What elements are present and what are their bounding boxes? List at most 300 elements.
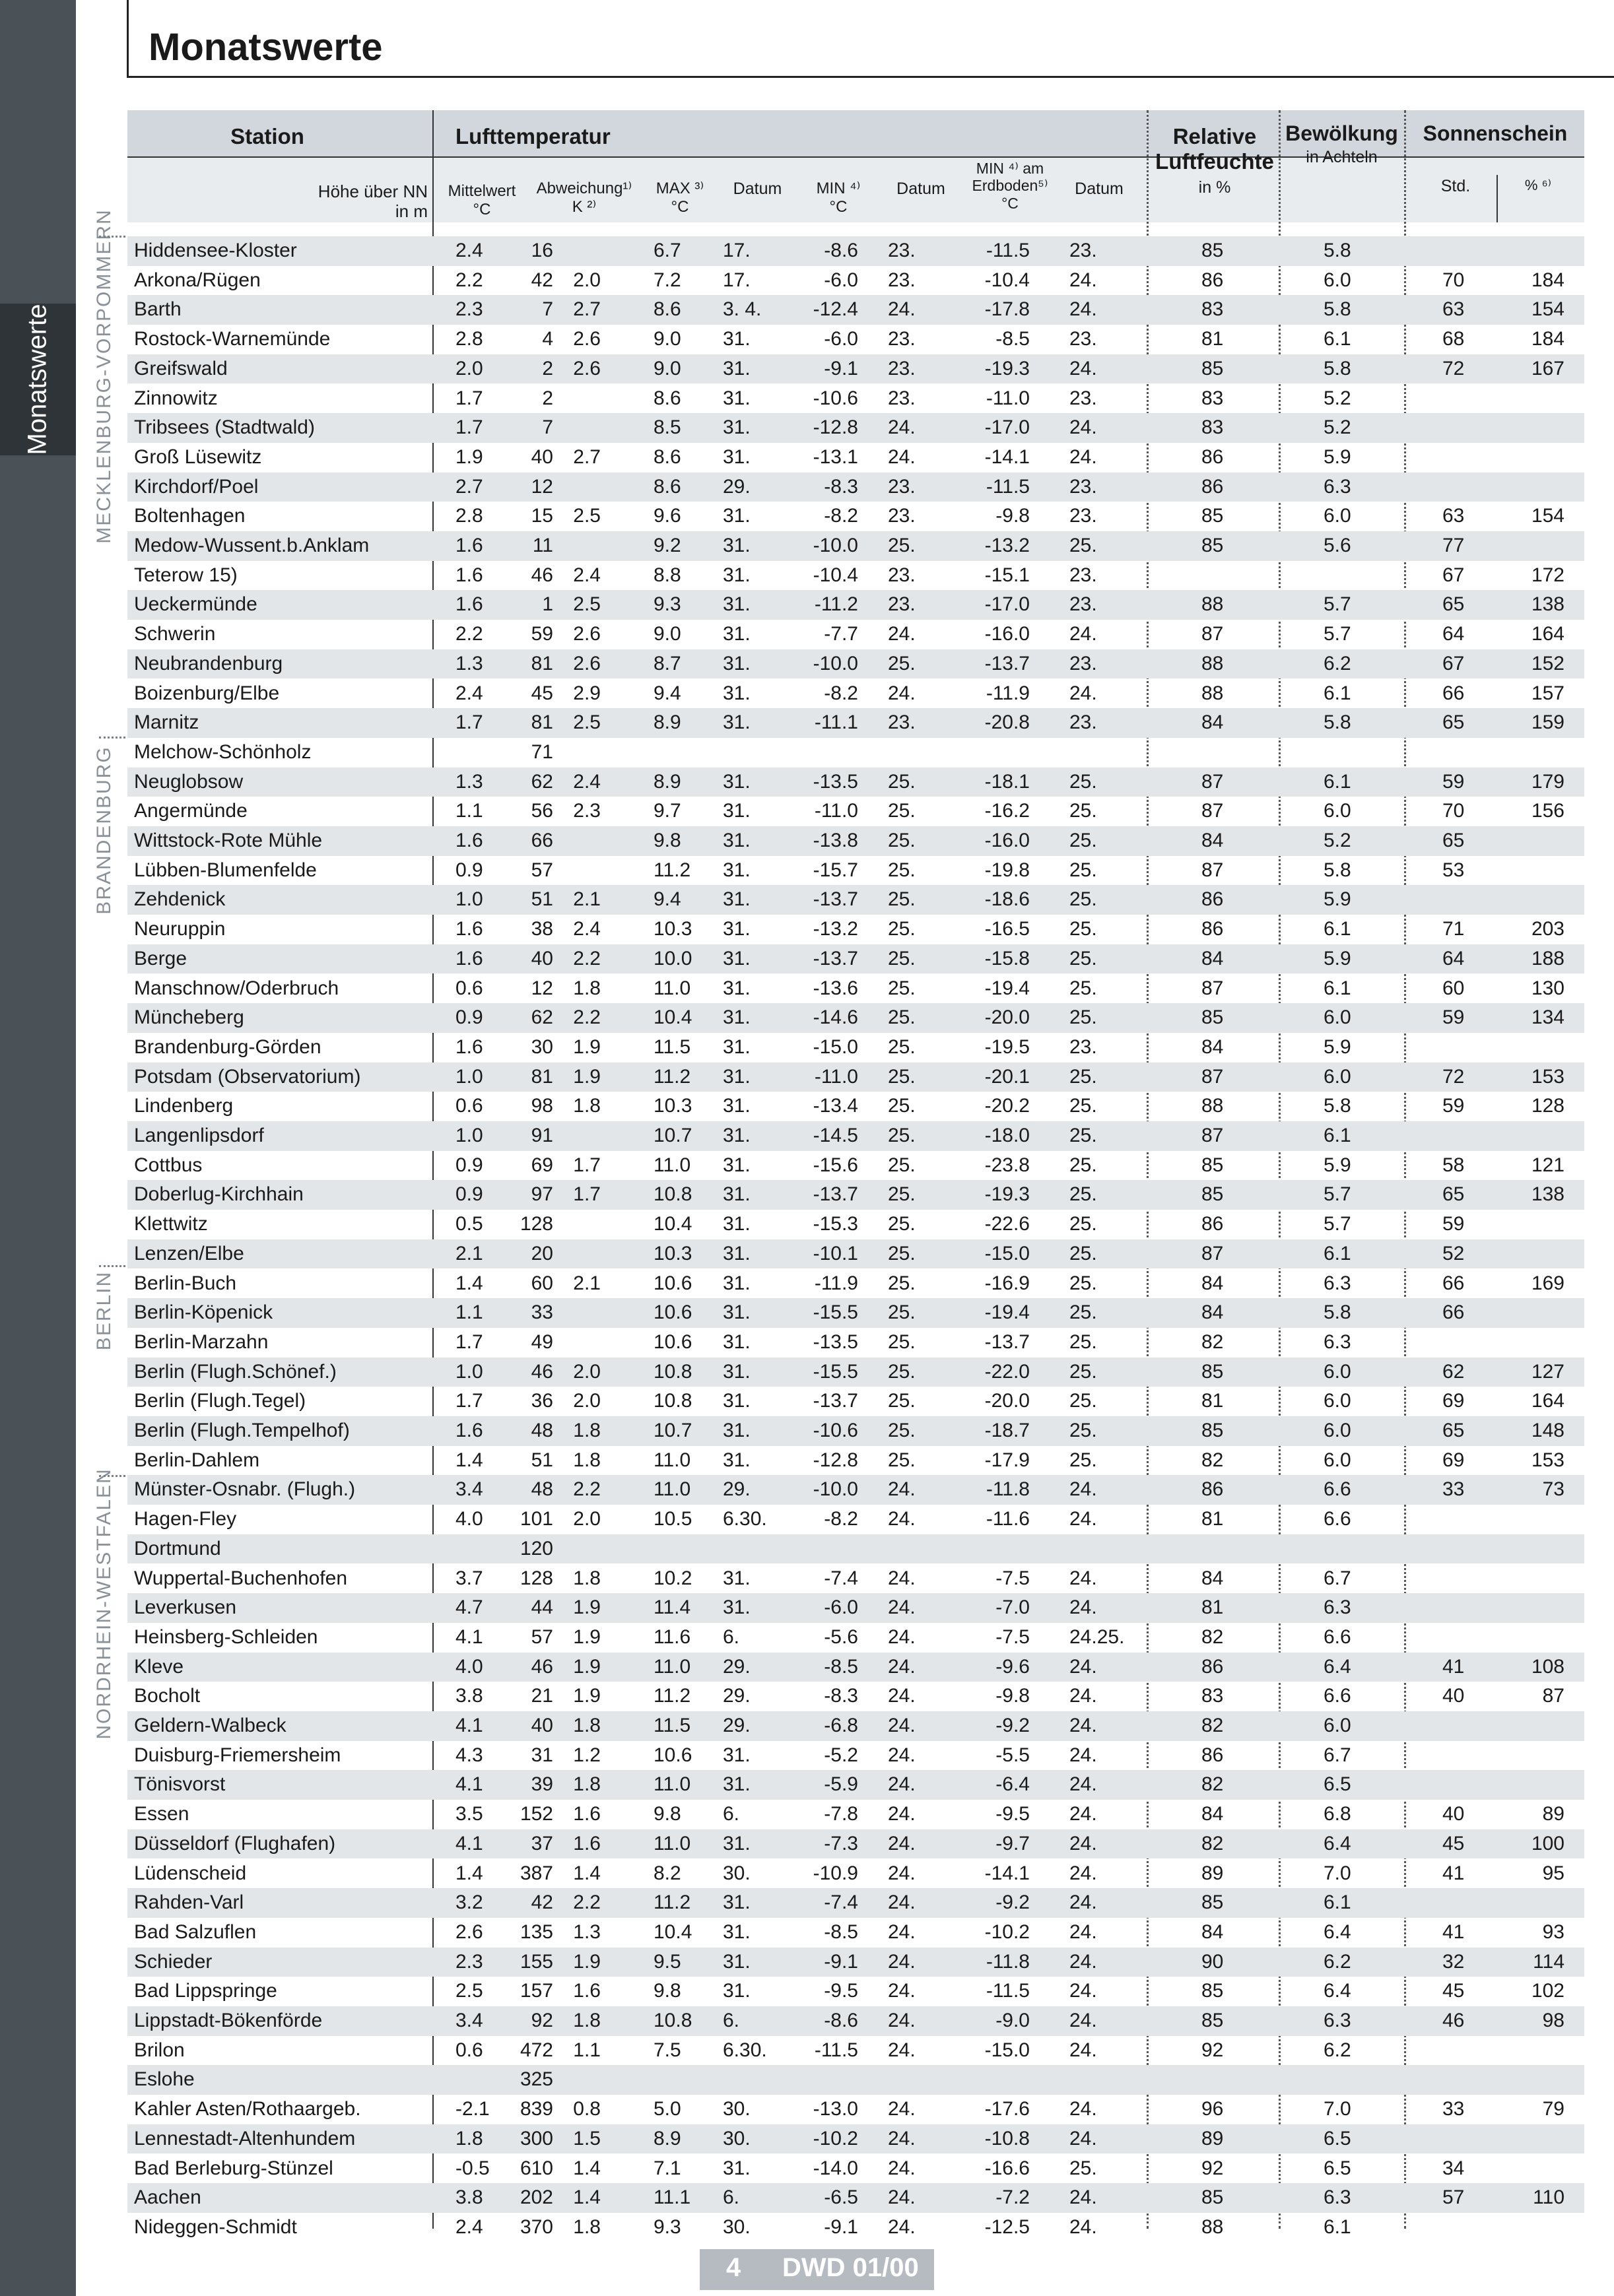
cell-height: 152 — [520, 1803, 553, 1825]
cell-height: 300 — [520, 2127, 553, 2149]
cell-bewoelkung: 7.0 — [1324, 2098, 1351, 2120]
cell-sun-pct — [1518, 1210, 1564, 1239]
cell-min-erd: -15.8 — [984, 947, 1030, 969]
cell-bewoelkung: 5.9 — [1324, 888, 1351, 911]
cell-max: 9.4 — [654, 682, 681, 704]
cell-mittelwert: 4.1 — [455, 1773, 483, 1796]
table-row — [127, 944, 1584, 974]
cell-min: -13.0 — [813, 2098, 858, 2120]
cell-mittelwert: 2.3 — [455, 1950, 483, 1973]
cell-height: 48 — [531, 1478, 553, 1501]
cell-rel-feuchte: 81 — [1201, 1596, 1224, 1619]
cell-min: -7.8 — [824, 1803, 858, 1825]
cell-rel-feuchte: 88 — [1201, 682, 1224, 704]
cell-min-erd-datum: 25. — [1069, 1006, 1097, 1029]
cell-min-erd-datum: 23. — [1069, 564, 1097, 586]
cell-min-datum: 23. — [888, 269, 916, 291]
cell-station: Tribsees (Stadtwald) — [134, 416, 315, 439]
cell-height: 91 — [531, 1125, 553, 1146]
cell-max: 10.7 — [654, 1125, 692, 1146]
cell-max: 9.0 — [654, 357, 681, 379]
cell-sun-pct — [1518, 1711, 1564, 1741]
cell-sun-std: 59 — [1442, 1213, 1465, 1235]
cell-sun-pct: 152 — [1531, 652, 1564, 674]
cell-max: 11.6 — [654, 1625, 691, 1648]
cell-min-erd-datum: 24. — [1069, 1920, 1097, 1943]
cell-bewoelkung: 5.9 — [1324, 1154, 1351, 1176]
cell-min-datum: 25. — [888, 1390, 916, 1412]
cell-max-datum: 31. — [723, 918, 751, 940]
cell-rel-feuchte: 88 — [1201, 1095, 1224, 1117]
table-row — [127, 1387, 1584, 1416]
cell-height: 472 — [520, 2039, 553, 2061]
cell-rel-feuchte: 82 — [1201, 1773, 1224, 1796]
cell-max-datum: 31. — [723, 564, 751, 586]
table-row — [127, 1328, 1584, 1358]
cell-min-datum: 25. — [888, 1035, 916, 1058]
cell-min-erd: -7.0 — [995, 1596, 1030, 1619]
cell-bewoelkung: 5.8 — [1324, 240, 1351, 261]
cell-max-datum: 31. — [723, 947, 751, 969]
cell-abweichung: 1.6 — [573, 1832, 601, 1854]
cell-bewoelkung: 6.1 — [1324, 977, 1351, 999]
cell-min: -13.7 — [813, 947, 858, 969]
cell-sun-pct: 203 — [1531, 918, 1564, 940]
cell-max: 9.8 — [654, 1980, 681, 2002]
cell-height: 157 — [520, 1980, 553, 2002]
cell-bewoelkung: 5.7 — [1324, 593, 1351, 616]
table-row — [127, 1859, 1584, 1889]
cell-station: Bad Salzuflen — [134, 1920, 257, 1943]
cell-rel-feuchte: 87 — [1201, 977, 1224, 999]
table-row — [127, 531, 1584, 561]
cell-rel-feuchte: 86 — [1201, 445, 1224, 468]
cell-height: 40 — [531, 947, 553, 969]
cell-rel-feuchte: 86 — [1201, 1655, 1224, 1678]
cell-min: -13.7 — [813, 888, 858, 911]
cell-mittelwert: 1.7 — [455, 1330, 483, 1353]
cell-sun-std — [1442, 413, 1495, 443]
cell-mittelwert: 4.1 — [455, 1832, 483, 1854]
cell-rel-feuchte: 87 — [1201, 800, 1224, 822]
cell-min: -10.2 — [813, 2127, 858, 2149]
cell-min: -8.5 — [824, 1655, 858, 1678]
cell-max — [654, 2065, 706, 2095]
cell-mittelwert: 1.4 — [455, 1449, 483, 1471]
table-row — [127, 295, 1584, 325]
cell-abweichung: 1.9 — [573, 1596, 601, 1619]
cell-abweichung: 1.3 — [573, 1920, 601, 1943]
cell-station: Leverkusen — [134, 1596, 237, 1619]
cell-min-erd: -11.8 — [986, 1950, 1030, 1973]
cell-mittelwert: 1.8 — [455, 2127, 483, 2149]
cell-height: 11 — [532, 535, 553, 556]
cell-max — [654, 1534, 706, 1564]
cell-min-datum: 25. — [888, 1095, 916, 1117]
cell-station: Bocholt — [134, 1685, 201, 1707]
cell-height: 120 — [520, 1537, 553, 1559]
cell-station: Rahden-Varl — [134, 1891, 244, 1914]
header-sonnenschein: Sonnenschein — [1423, 121, 1568, 145]
cell-max: 10.6 — [654, 1272, 692, 1294]
cell-sun-pct — [1518, 1741, 1564, 1771]
cell-mittelwert: 4.0 — [455, 1655, 483, 1678]
table-row — [127, 1416, 1584, 1446]
cell-max: 9.8 — [654, 1803, 681, 1825]
cell-min: -8.2 — [824, 1508, 858, 1530]
cell-abweichung: 2.5 — [573, 505, 601, 527]
cell-max-datum: 31. — [723, 1065, 751, 1088]
cell-abweichung: 1.4 — [573, 1862, 601, 1884]
cell-mittelwert: 3.8 — [455, 2186, 483, 2209]
header-bewoelkung-unit: in Achteln — [1306, 148, 1378, 166]
cell-min-datum: 24. — [888, 1596, 916, 1619]
cell-min: -10.9 — [813, 1862, 858, 1884]
cell-sun-pct: 98 — [1542, 2010, 1564, 2031]
cell-sun-pct — [1518, 1121, 1564, 1151]
cell-mittelwert: 2.4 — [455, 682, 483, 704]
table-row — [127, 1534, 1584, 1564]
cell-min-erd-datum: 24. — [1069, 1478, 1097, 1501]
cell-min: -7.4 — [824, 1891, 858, 1914]
cell-station: Berlin (Flugh.Tegel) — [134, 1390, 306, 1412]
cell-max: 11.0 — [654, 1832, 691, 1854]
cell-sun-std: 68 — [1442, 328, 1465, 350]
cell-min-erd: -11.0 — [986, 387, 1030, 409]
cell-sun-std: 34 — [1442, 2157, 1465, 2179]
cell-mittelwert: 1.6 — [455, 535, 483, 556]
cell-sun-std: 65 — [1442, 830, 1465, 851]
cell-min-erd: -16.6 — [984, 2157, 1030, 2179]
cell-min-erd: -13.2 — [984, 535, 1030, 556]
cell-bewoelkung: 6.3 — [1324, 475, 1351, 498]
cell-sun-pct: 164 — [1531, 623, 1564, 645]
cell-sun-pct: 127 — [1531, 1360, 1564, 1383]
cell-min-datum: 25. — [888, 1154, 916, 1176]
cell-mittelwert: 0.5 — [455, 1213, 483, 1235]
cell-bewoelkung: 6.6 — [1324, 1478, 1351, 1501]
table-row — [127, 1151, 1584, 1181]
sidebar-label: Monatswerte — [22, 304, 52, 455]
cell-max-datum: 31. — [723, 977, 751, 999]
cell-sun-std: 33 — [1442, 2098, 1465, 2120]
cell-max: 11.5 — [654, 1715, 691, 1736]
cell-min-datum: 24. — [888, 1773, 916, 1796]
cell-min: -5.2 — [824, 1744, 858, 1766]
cell-max: 10.8 — [654, 2010, 692, 2031]
cell-sun-pct — [1518, 885, 1564, 915]
cell-height: 40 — [531, 1715, 553, 1736]
cell-bewoelkung: 6.2 — [1324, 1950, 1351, 1973]
cell-min-erd-datum: 23. — [1069, 711, 1097, 734]
cell-max: 11.5 — [654, 1035, 691, 1058]
cell-sun-pct: 154 — [1531, 505, 1564, 527]
cell-min-erd-datum: 25. — [1069, 859, 1097, 881]
cell-min-datum: 25. — [888, 1065, 916, 1088]
cell-max: 7.1 — [654, 2157, 681, 2179]
cell-max: 9.6 — [654, 505, 681, 527]
cell-sun-pct — [1518, 1534, 1564, 1564]
cell-sun-pct — [1518, 738, 1564, 768]
cell-abweichung: 1.8 — [573, 1095, 601, 1117]
cell-min-datum: 23. — [888, 328, 916, 350]
cell-min-datum: 24. — [888, 2039, 916, 2061]
cell-sun-pct: 157 — [1531, 682, 1564, 704]
cell-bewoelkung: 6.0 — [1324, 269, 1351, 291]
cell-min-erd: -16.5 — [984, 918, 1030, 940]
cell-abweichung — [548, 1210, 601, 1239]
cell-max: 10.3 — [654, 1095, 692, 1117]
table-row — [127, 1711, 1584, 1741]
cell-height: 2 — [542, 387, 553, 409]
cell-min-erd-datum: 23. — [1069, 387, 1097, 409]
table-row — [127, 915, 1584, 944]
cell-abweichung: 2.3 — [573, 800, 601, 822]
cell-abweichung — [548, 473, 601, 502]
cell-min-erd: -9.7 — [995, 1832, 1030, 1854]
cell-abweichung: 1.6 — [573, 1803, 601, 1825]
cell-sun-pct: 108 — [1531, 1655, 1564, 1678]
header-rel-feuchte-unit: in % — [1198, 178, 1231, 197]
table-row — [127, 443, 1584, 473]
cell-mittelwert: 3.2 — [455, 1891, 483, 1914]
table-row — [127, 1948, 1584, 1977]
cell-rel-feuchte: 85 — [1201, 1891, 1224, 1914]
cell-rel-feuchte: 85 — [1201, 2010, 1224, 2031]
table-row — [127, 1358, 1584, 1387]
cell-min-datum: 24. — [888, 1478, 916, 1501]
cell-sun-std: 63 — [1442, 505, 1465, 527]
cell-height: 33 — [531, 1301, 553, 1324]
cell-station: Rostock-Warnemünde — [134, 328, 331, 350]
cell-max-datum: 31. — [723, 1125, 751, 1146]
cell-max-datum: 6. — [723, 1803, 740, 1825]
cell-mittelwert: 1.3 — [455, 770, 483, 793]
cell-min-erd-datum: 25. — [1069, 800, 1097, 822]
cell-min-erd: -16.9 — [984, 1272, 1030, 1294]
header-pct: % ⁶⁾ — [1524, 177, 1552, 193]
cell-max: 10.2 — [654, 1567, 692, 1589]
cell-sun-std — [1442, 2036, 1495, 2066]
cell-max: 7.5 — [654, 2039, 681, 2061]
header-height: Höhe über NN in m — [318, 181, 428, 221]
cell-min: -7.3 — [824, 1832, 858, 1854]
cell-min-datum: 25. — [888, 977, 916, 999]
cell-bewoelkung: 6.1 — [1324, 328, 1351, 350]
header-datum-min: Datum — [896, 180, 945, 198]
cell-min-datum: 25. — [888, 918, 916, 940]
cell-abweichung: 1.4 — [573, 2157, 601, 2179]
cell-max: 10.6 — [654, 1744, 692, 1766]
cell-sun-std — [1442, 1534, 1495, 1564]
cell-max-datum: 31. — [723, 1006, 751, 1029]
cell-min: -8.2 — [824, 682, 858, 704]
cell-station: Hiddensee-Kloster — [134, 240, 297, 261]
cell-min-erd-datum: 23. — [1069, 593, 1097, 616]
cell-max-datum: 31. — [723, 770, 751, 793]
cell-station: Geldern-Walbeck — [134, 1715, 286, 1736]
cell-mittelwert: 1.6 — [455, 947, 483, 969]
cell-sun-pct: 100 — [1531, 1832, 1564, 1854]
cell-rel-feuchte: 83 — [1201, 416, 1224, 439]
cell-abweichung — [548, 1239, 601, 1269]
cell-min-erd: -7.2 — [995, 2186, 1030, 2209]
cell-min: -10.6 — [813, 1420, 858, 1441]
cell-max-datum: 29. — [723, 1685, 751, 1707]
cell-abweichung: 2.7 — [573, 298, 601, 321]
cell-max: 10.4 — [654, 1213, 692, 1235]
cell-min-datum: 24. — [888, 1567, 916, 1589]
cell-min-erd-datum: 25. — [1069, 535, 1097, 556]
cell-station: Cottbus — [134, 1154, 203, 1176]
cell-station: Berlin-Marzahn — [134, 1330, 269, 1353]
cell-min-erd: -17.9 — [984, 1449, 1030, 1471]
cell-station: Neuglobsow — [134, 770, 244, 793]
cell-max: 9.3 — [654, 593, 681, 616]
cell-sun-std — [1442, 443, 1495, 473]
cell-sun-pct: 128 — [1531, 1095, 1564, 1117]
cell-min-erd-datum: 23. — [1069, 505, 1097, 527]
cell-station: Lindenberg — [134, 1095, 234, 1117]
cell-min: -15.0 — [813, 1035, 858, 1058]
cell-min-erd: -15.0 — [984, 1242, 1030, 1264]
cell-abweichung: 2.2 — [573, 1006, 601, 1029]
cell-mittelwert: 3.8 — [455, 1685, 483, 1707]
table-row — [127, 1653, 1584, 1682]
cell-bewoelkung: 5.8 — [1324, 357, 1351, 379]
cell-sun-std: 65 — [1442, 711, 1465, 734]
cell-station: Berlin-Dahlem — [134, 1449, 260, 1471]
cell-min-erd: -17.0 — [984, 593, 1030, 616]
cell-min-erd: -11.5 — [986, 1980, 1030, 2002]
cell-sun-std: 65 — [1442, 1420, 1465, 1441]
cell-abweichung — [548, 384, 601, 414]
cell-max: 9.5 — [654, 1950, 681, 1973]
table-row — [127, 2183, 1584, 2213]
cell-height: 128 — [520, 1567, 553, 1589]
cell-station: Tönisvorst — [134, 1773, 226, 1796]
cell-min: -13.4 — [813, 1095, 858, 1117]
cell-min-datum: 23. — [888, 475, 916, 498]
cell-station: Medow-Wussent.b.Anklam — [134, 535, 370, 556]
cell-bewoelkung: 6.1 — [1324, 918, 1351, 940]
cell-station: Kleve — [134, 1655, 184, 1678]
cell-bewoelkung: 5.8 — [1324, 298, 1351, 321]
cell-min-erd-datum: 24. — [1069, 1744, 1097, 1766]
cell-min-erd: -23.8 — [984, 1154, 1030, 1176]
cell-max: 8.8 — [654, 564, 681, 586]
cell-max-datum: 31. — [723, 535, 751, 556]
cell-station: Duisburg-Friemersheim — [134, 1744, 341, 1766]
cell-min-datum: 23. — [888, 387, 916, 409]
cell-abweichung: 2.5 — [573, 711, 601, 734]
cell-min: -13.8 — [813, 830, 858, 851]
cell-min-erd-datum: 23. — [1069, 652, 1097, 674]
cell-rel-feuchte: 88 — [1201, 2215, 1224, 2238]
table-row — [127, 1977, 1584, 2006]
cell-abweichung: 1.8 — [573, 2010, 601, 2031]
state-label-nrw: NORDRHEIN-WESTFALEN — [93, 1468, 115, 1740]
cell-rel-feuchte: 85 — [1201, 535, 1224, 556]
cell-max: 9.2 — [654, 535, 681, 556]
cell-rel-feuchte: 87 — [1201, 1125, 1224, 1146]
cell-sun-std — [1442, 885, 1495, 915]
cell-min-datum: 25. — [888, 1183, 916, 1206]
cell-height: 7 — [542, 416, 553, 439]
cell-mittelwert: 1.7 — [455, 416, 483, 439]
cell-sun-std: 33 — [1442, 1478, 1465, 1501]
cell-station: Melchow-Schönholz — [134, 740, 312, 763]
cell-min-erd: -18.1 — [984, 770, 1030, 793]
cell-max-datum: 31. — [723, 1744, 751, 1766]
cell-sun-std: 41 — [1442, 1862, 1465, 1884]
cell-min-erd-datum: 25. — [1069, 1183, 1097, 1206]
cell-sun-std: 57 — [1442, 2186, 1465, 2209]
cell-bewoelkung: 6.1 — [1324, 2215, 1351, 2238]
table-row — [127, 2095, 1584, 2124]
cell-height: 49 — [531, 1330, 553, 1353]
cell-min: -9.1 — [824, 1950, 858, 1973]
cell-min-datum: 25. — [888, 859, 916, 881]
table-row — [127, 1180, 1584, 1210]
cell-station: Schieder — [134, 1950, 213, 1973]
cell-min-erd-datum — [1069, 738, 1142, 768]
cell-min: -5.9 — [824, 1773, 858, 1796]
state-separator — [99, 1475, 125, 1477]
cell-abweichung — [548, 738, 601, 768]
cell-sun-pct — [1518, 826, 1564, 856]
cell-abweichung — [548, 856, 601, 886]
cell-mittelwert: 4.3 — [455, 1744, 483, 1766]
cell-height: 202 — [520, 2186, 553, 2209]
cell-min-erd: -9.6 — [995, 1655, 1030, 1678]
cell-max-datum: 31. — [723, 888, 751, 911]
cell-min-erd — [957, 738, 1030, 768]
table-row — [127, 384, 1584, 414]
cell-bewoelkung: 6.5 — [1324, 2127, 1351, 2149]
cell-min-erd: -16.0 — [984, 623, 1030, 645]
cell-abweichung: 2.4 — [573, 918, 601, 940]
cell-bewoelkung: 6.6 — [1324, 1625, 1351, 1648]
cell-mittelwert: 1.9 — [455, 445, 483, 468]
cell-abweichung — [548, 1328, 601, 1358]
cell-height: 62 — [531, 770, 553, 793]
cell-max-datum: 31. — [723, 1154, 751, 1176]
cell-min-erd-datum: 23. — [1069, 1035, 1097, 1058]
cell-bewoelkung: 5.2 — [1324, 387, 1351, 409]
cell-min: -12.8 — [813, 1449, 858, 1471]
cell-bewoelkung: 5.8 — [1324, 859, 1351, 881]
cell-rel-feuchte: 85 — [1201, 1360, 1224, 1383]
cell-min-erd: -20.2 — [984, 1095, 1030, 1117]
cell-rel-feuchte: 83 — [1201, 1685, 1224, 1707]
cell-max: 11.0 — [654, 1773, 691, 1796]
table-row — [127, 1239, 1584, 1269]
cell-min-erd: -9.8 — [995, 505, 1030, 527]
cell-max-datum: 30. — [723, 2215, 751, 2238]
table-row — [127, 826, 1584, 856]
cell-mittelwert: 4.7 — [455, 1596, 483, 1619]
cell-station: Manschnow/Oderbruch — [134, 977, 339, 999]
cell-rel-feuchte: 84 — [1201, 830, 1224, 851]
table-row — [127, 1505, 1584, 1534]
cell-max: 8.6 — [654, 445, 681, 468]
header-min: MIN ⁴⁾ °C — [816, 180, 861, 216]
cell-rel-feuchte: 81 — [1201, 1508, 1224, 1530]
cell-height: 51 — [531, 1449, 553, 1471]
cell-abweichung — [548, 413, 601, 443]
cell-mittelwert: 3.4 — [455, 1478, 483, 1501]
